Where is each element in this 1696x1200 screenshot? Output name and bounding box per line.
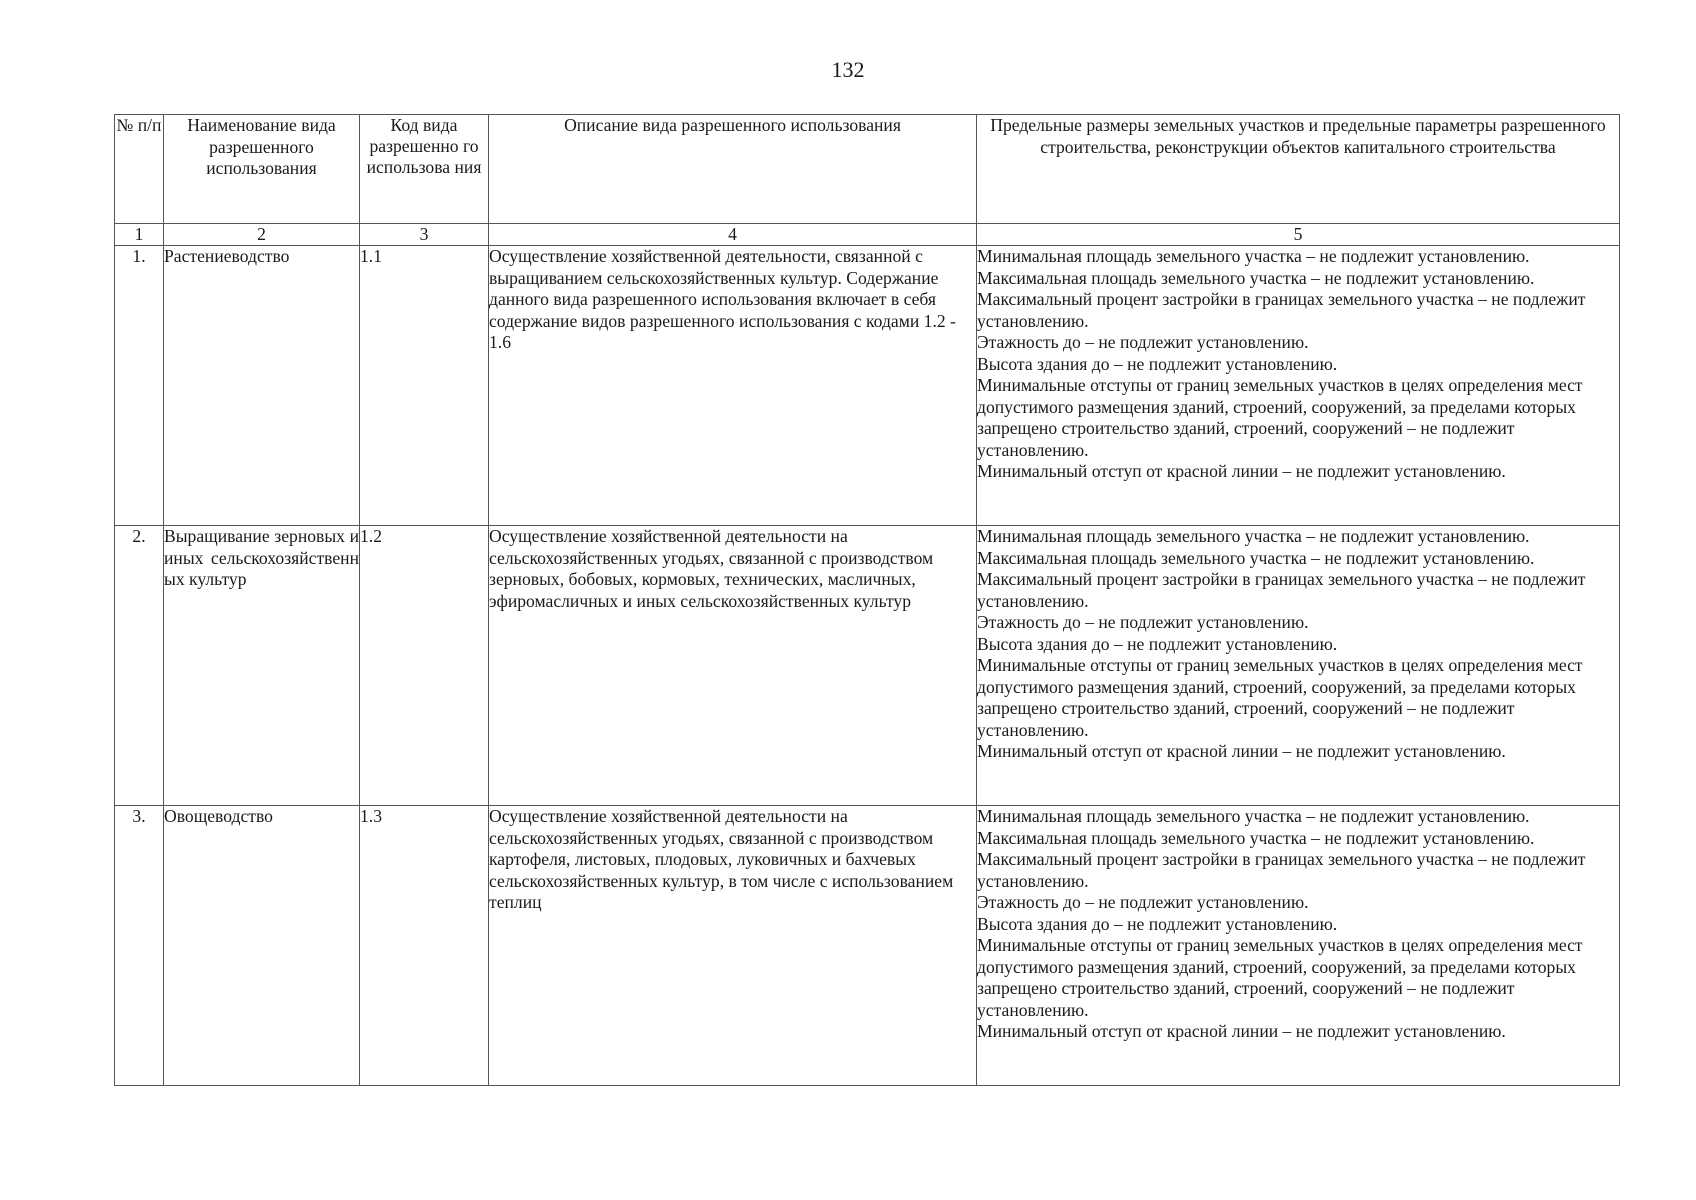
limit-line: Минимальные отступы от границ земельных участков в целях определения мест допустимого размещения зданий, строений, сооружений, за пределами которых запрещено строительство зданий, строений, сооружений – не подлежит установлению. xyxy=(977,935,1583,1020)
use-description: Осуществление хозяйственной деятельности на сельскохозяйственных угодьях, связанной с производством зерновых, бобовых, кормовых, технических, масличных, эфиромасличных и иных сельскохозяйственных культур xyxy=(489,526,977,806)
limit-line: Минимальная площадь земельного участка – не подлежит установлению. xyxy=(977,806,1530,826)
use-limits xyxy=(977,806,1620,1086)
header-limits: Предельные размеры земельных участков и предельные параметры разрешенного строительства, реконструкции объектов капитального строительства xyxy=(977,115,1620,224)
limit-line: Максимальная площадь земельного участка – не подлежит установлению. xyxy=(977,547,1535,568)
use-limits xyxy=(977,526,1620,806)
limit-line: Максимальный процент застройки в границах земельного участка – не подлежит установлению. xyxy=(977,569,1586,611)
limit-line: Минимальный отступ от красной линии – не подлежит установлению. xyxy=(977,1021,1506,1041)
limit-line: Максимальный процент застройки в границах земельного участка – не подлежит установлению. xyxy=(977,849,1586,891)
limit-line: Минимальные отступы от границ земельных участков в целях определения мест допустимого размещения зданий, строений, сооружений, за пределами которых запрещено строительство зданий, строений, сооружений – не подлежит установлению. xyxy=(977,375,1583,460)
table-row xyxy=(115,526,1620,806)
limit-line: Высота здания до – не подлежит установлению. xyxy=(977,633,1338,654)
limit-line: Высота здания до – не подлежит установлению. xyxy=(977,913,1338,934)
limit-line: Минимальный отступ от красной линии – не подлежит установлению. xyxy=(977,461,1506,481)
column-number: 5 xyxy=(977,224,1620,246)
column-number: 4 xyxy=(489,224,977,246)
column-number: 2 xyxy=(164,224,360,246)
use-name: Овощеводство xyxy=(164,806,360,1086)
table-header-row xyxy=(115,115,1620,224)
table-row xyxy=(115,246,1620,526)
row-number: 1. xyxy=(115,246,164,526)
limit-line: Этажность до – не подлежит установлению. xyxy=(977,612,1309,632)
limit-line: Максимальный процент застройки в границах земельного участка – не подлежит установлению. xyxy=(977,289,1586,331)
limit-line: Максимальная площадь земельного участка – не подлежит установлению. xyxy=(977,267,1535,288)
limit-line: Минимальный отступ от красной линии – не подлежит установлению. xyxy=(977,741,1506,761)
column-number: 3 xyxy=(360,224,489,246)
column-number: 1 xyxy=(115,224,164,246)
header-name: Наименование вида разрешенного использования xyxy=(164,115,360,224)
limit-line: Высота здания до – не подлежит установлению. xyxy=(977,353,1338,374)
limit-line: Максимальная площадь земельного участка – не подлежит установлению. xyxy=(977,827,1535,848)
land-use-table xyxy=(114,114,1620,1086)
use-code: 1.2 xyxy=(360,526,489,806)
page-number: 132 xyxy=(831,57,865,82)
row-number: 2. xyxy=(115,526,164,806)
header-num: № п/п xyxy=(115,115,164,224)
use-description: Осуществление хозяйственной деятельности, связанной с выращиванием сельскохозяйственных культур. Содержание данного вида разрешенного использования включает в себя содержание видов разрешенного использования с кодами 1.2 - 1.6 xyxy=(489,246,977,526)
header-code: Код вида разрешенно го использова ния xyxy=(360,115,489,224)
use-code: 1.1 xyxy=(360,246,489,526)
use-description: Осуществление хозяйственной деятельности на сельскохозяйственных угодьях, связанной с производством картофеля, листовых, плодовых, луковичных и бахчевых сельскохозяйственных культур, в том числе с использованием теплиц xyxy=(489,806,977,1086)
column-numbers-row xyxy=(115,224,1620,246)
limit-line: Минимальная площадь земельного участка – не подлежит установлению. xyxy=(977,246,1530,266)
limit-line: Этажность до – не подлежит установлению. xyxy=(977,332,1309,352)
table-row xyxy=(115,806,1620,1086)
limit-line: Этажность до – не подлежит установлению. xyxy=(977,892,1309,912)
row-number: 3. xyxy=(115,806,164,1086)
use-name: Растениеводство xyxy=(164,246,360,526)
header-description: Описание вида разрешенного использования xyxy=(489,115,977,224)
limit-line: Минимальная площадь земельного участка – не подлежит установлению. xyxy=(977,526,1530,546)
use-name: Выращивание зерновых и иных сельскохозяйственн ых культур xyxy=(164,526,360,806)
limit-line: Минимальные отступы от границ земельных участков в целях определения мест допустимого размещения зданий, строений, сооружений, за пределами которых запрещено строительство зданий, строений, сооружений – не подлежит установлению. xyxy=(977,655,1583,740)
use-code: 1.3 xyxy=(360,806,489,1086)
use-limits xyxy=(977,246,1620,526)
